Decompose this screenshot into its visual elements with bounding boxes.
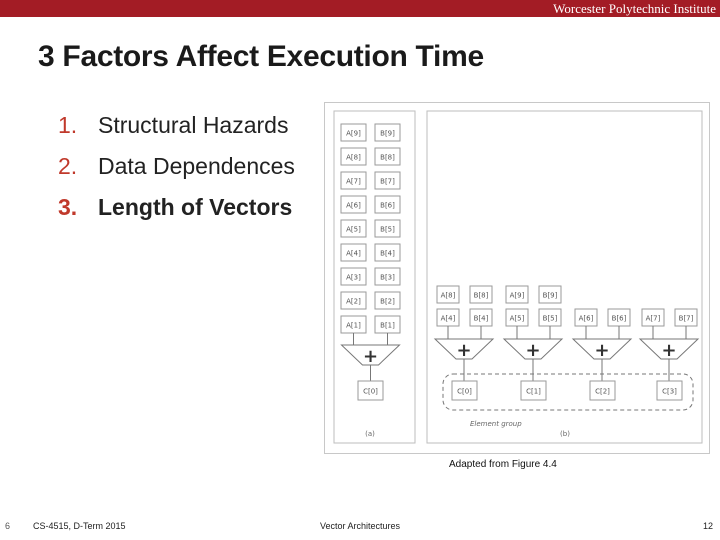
- factor-text: Data Dependences: [98, 153, 295, 179]
- element-box-b-3-label: B[6]: [380, 201, 395, 210]
- element-group-outline: [443, 374, 693, 410]
- element-box-row2-label: A[5]: [509, 314, 525, 323]
- element-box-b-7-label: B[2]: [380, 297, 395, 306]
- factor-item: [58, 112, 295, 153]
- page-number: 12: [702, 521, 713, 531]
- factor-item: [58, 153, 295, 194]
- factor-list: [58, 112, 295, 235]
- element-box-a-8-label: A[1]: [346, 321, 361, 330]
- element-box-row2-label: A[7]: [645, 314, 661, 323]
- vector-figure-diagram: [325, 103, 709, 453]
- factor-text: Structural Hazards: [98, 112, 289, 138]
- element-box-row2-label: B[4]: [473, 314, 489, 323]
- panel-b-label: (b): [560, 430, 570, 438]
- adder-b-2-symbol: +: [594, 340, 610, 361]
- header-bar: [0, 0, 720, 17]
- output-box-b-1-label: C[1]: [526, 387, 541, 396]
- element-box-a-7-label: A[2]: [346, 297, 361, 306]
- factor-text: Length of Vectors: [98, 194, 293, 220]
- institution-name: Worcester Polytechnic Institute: [553, 1, 716, 16]
- figure-caption: Adapted from Figure 4.4: [449, 459, 557, 470]
- element-box-b-2-label: B[7]: [380, 177, 395, 186]
- adder-b-1-symbol: +: [525, 340, 541, 361]
- element-box-row1-label: A[9]: [509, 291, 525, 300]
- slide-title: 3 Factors Affect Execution Time: [38, 40, 484, 73]
- footer-topic: Vector Architectures: [320, 521, 401, 531]
- element-box-a-2-label: A[7]: [346, 177, 361, 186]
- element-box-b-5-label: B[4]: [380, 249, 395, 258]
- element-box-a-1-label: A[8]: [346, 153, 361, 162]
- element-box-a-3-label: A[6]: [346, 201, 361, 210]
- element-box-row2-label: B[5]: [542, 314, 558, 323]
- adder-b-0-symbol: +: [456, 340, 472, 361]
- element-group-label: Element group: [470, 420, 522, 428]
- element-box-b-8-label: B[1]: [380, 321, 395, 330]
- element-box-row2-label: A[4]: [440, 314, 456, 323]
- factor-item: [58, 194, 295, 235]
- element-box-row1-label: A[8]: [440, 291, 456, 300]
- element-box-b-0-label: B[9]: [380, 129, 395, 138]
- output-box-b-2-label: C[2]: [595, 387, 610, 396]
- element-box-row2-label: A[6]: [578, 314, 594, 323]
- output-box-a-label: C[0]: [363, 387, 378, 396]
- factor-number: 3.: [58, 194, 78, 220]
- element-box-row2-label: B[6]: [611, 314, 627, 323]
- element-box-a-6-label: A[3]: [346, 273, 361, 282]
- element-box-row1-label: B[9]: [542, 291, 558, 300]
- element-box-b-4-label: B[5]: [380, 225, 395, 234]
- element-box-a-4-label: A[5]: [346, 225, 361, 234]
- element-box-b-6-label: B[3]: [380, 273, 395, 282]
- slide-marker: 6: [5, 521, 11, 531]
- element-box-b-1-label: B[8]: [380, 153, 395, 162]
- element-box-a-5-label: A[4]: [346, 249, 361, 258]
- element-box-row1-label: B[8]: [473, 291, 489, 300]
- footer-course: CS-4515, D-Term 2015: [33, 521, 126, 531]
- factor-number: 1.: [58, 112, 78, 138]
- element-box-row2-label: B[7]: [678, 314, 694, 323]
- factor-number: 2.: [58, 153, 78, 179]
- adder-a-symbol: +: [362, 346, 379, 367]
- panel-a-label: (a): [365, 430, 375, 438]
- output-box-b-0-label: C[0]: [457, 387, 472, 396]
- adder-b-3-symbol: +: [661, 340, 677, 361]
- element-box-a-0-label: A[9]: [346, 129, 361, 138]
- vector-figure: [324, 102, 710, 454]
- output-box-b-3-label: C[3]: [662, 387, 677, 396]
